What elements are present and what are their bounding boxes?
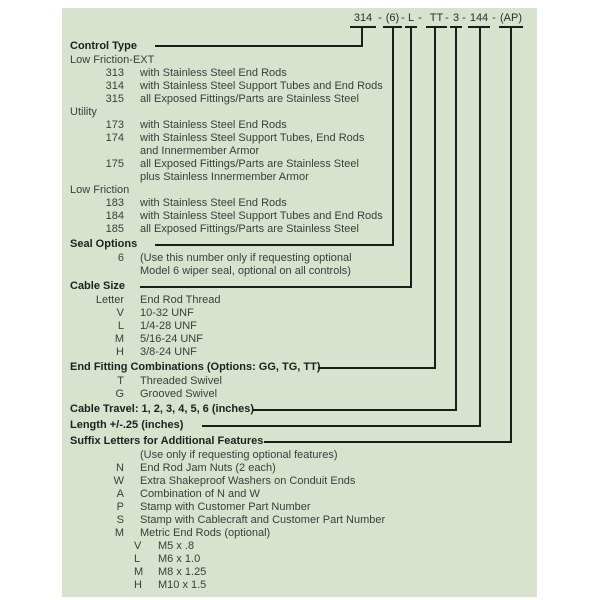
code-cell: 313 (105, 67, 124, 79)
description-cell (140, 320, 197, 333)
code-cell: 173 (105, 119, 124, 131)
description-line: (Use this number only if requesting optional (140, 252, 352, 264)
code-cell: M (134, 566, 144, 578)
connector-length-vertical (479, 28, 481, 427)
description-cell (140, 132, 364, 158)
label-text: Length +/-.25 (inches) (70, 418, 184, 431)
code-cell: 6 (117, 252, 124, 264)
part-number-separator: - (462, 12, 466, 24)
description-cell (140, 197, 287, 210)
description-line: with Stainless Steel Support Tubes and End Rods (140, 210, 383, 222)
label-text: Suffix Letters for Additional Features (70, 434, 264, 447)
group-label (70, 184, 450, 197)
spec-row (70, 158, 450, 184)
description-line: Combination of N and W (140, 488, 260, 500)
section-header-cable-travel (70, 401, 450, 417)
code-cell: 175 (105, 158, 124, 170)
description-cell (158, 579, 206, 592)
code-cell: 185 (105, 223, 124, 235)
code-cell: 184 (105, 210, 124, 222)
description-cell (140, 210, 383, 223)
spec-row (70, 223, 450, 236)
part-number-segment: TT (429, 12, 444, 24)
connector-suffix-letters-vertical (510, 28, 512, 443)
group-label (70, 54, 450, 67)
description-line: M5 x .8 (158, 540, 195, 552)
part-number-separator: - (401, 12, 405, 24)
description-line: Stamp with Customer Part Number (140, 501, 311, 513)
spec-row (70, 93, 450, 106)
code-cell: L (134, 553, 141, 565)
description-cell (140, 67, 287, 80)
description-cell (140, 501, 311, 514)
part-number-segment: L (407, 12, 415, 24)
description-line: M10 x 1.5 (158, 579, 207, 591)
spec-row (70, 320, 450, 333)
description-line: Threaded Swivel (140, 375, 222, 387)
description-line: Stamp with Cablecraft and Customer Part Number (140, 514, 386, 526)
description-line: M6 x 1.0 (158, 553, 201, 565)
description-line: and Innermember Armor (140, 145, 260, 157)
spec-row (70, 346, 450, 359)
description-line: with Stainless Steel End Rods (140, 119, 287, 131)
spec-row (70, 67, 450, 80)
section-header-seal-options (70, 236, 450, 252)
spec-row (70, 514, 450, 527)
code-cell: Letter (95, 294, 124, 306)
code-cell (70, 449, 124, 462)
description-line: with Stainless Steel Support Tubes and End Rods (140, 80, 383, 92)
spec-row (70, 488, 450, 501)
segment-underline-bar (426, 26, 447, 28)
description-line: End Rod Jam Nuts (2 each) (140, 462, 276, 474)
description-line: all Exposed Fittings/Parts are Stainless Steel (140, 158, 359, 170)
section-header-control-type (70, 38, 450, 54)
code-cell: P (116, 501, 124, 513)
section-header-length (70, 417, 450, 433)
label-text: Low Friction-EXT (70, 54, 155, 66)
code-cell: L (117, 320, 124, 332)
spec-row (70, 449, 450, 462)
spec-row (70, 475, 450, 488)
section-header-suffix-letters (70, 433, 450, 449)
description-line: 5/16-24 UNF (140, 333, 203, 345)
section-header-cable-size (70, 278, 450, 294)
code-cell: H (116, 346, 124, 358)
code-cell: M (114, 527, 124, 539)
description-cell (158, 553, 200, 566)
spec-list (70, 38, 450, 592)
description-cell (140, 80, 383, 93)
part-number-separator: - (378, 12, 382, 24)
code-cell: S (116, 514, 124, 526)
description-cell (140, 449, 338, 462)
part-number-segment: 3 (452, 12, 460, 24)
description-cell (140, 119, 287, 132)
spec-row (70, 375, 450, 388)
description-line: Extra Shakeproof Washers on Conduit Ends (140, 475, 356, 487)
code-cell: M (114, 333, 124, 345)
label-text: Cable Size (70, 279, 126, 292)
description-cell (140, 307, 194, 320)
description-line: all Exposed Fittings/Parts are Stainless Steel (140, 93, 359, 105)
group-label (70, 106, 450, 119)
spec-row (134, 553, 450, 566)
description-cell (140, 223, 359, 236)
part-number-separator: - (418, 12, 422, 24)
code-cell: H (134, 579, 142, 591)
label-text: Seal Options (70, 237, 138, 250)
spec-row (70, 80, 450, 93)
part-number-segment: (6) (385, 12, 400, 24)
label-text: Cable Travel: 1, 2, 3, 4, 5, 6 (inches) (70, 402, 255, 415)
description-cell (158, 540, 194, 553)
spec-row (70, 501, 450, 514)
description-cell (140, 333, 203, 346)
part-number-separator: - (492, 12, 496, 24)
description-cell (140, 346, 197, 359)
description-cell (140, 158, 359, 184)
description-cell (140, 388, 217, 401)
description-line: with Stainless Steel End Rods (140, 197, 287, 209)
description-cell (140, 475, 355, 488)
label-text: Low Friction (70, 184, 130, 196)
spec-row (70, 294, 450, 307)
spec-row (70, 527, 450, 540)
spec-row (134, 540, 450, 553)
connector-cable-travel-vertical (455, 28, 457, 411)
code-cell: 315 (105, 93, 124, 105)
section-header-end-fitting-combinations (70, 359, 450, 375)
spec-row (134, 566, 450, 579)
description-line: all Exposed Fittings/Parts are Stainless Steel (140, 223, 359, 235)
description-cell (140, 527, 270, 540)
code-cell: N (116, 462, 124, 474)
spec-row (70, 388, 450, 401)
code-cell: A (116, 488, 124, 500)
description-cell (140, 462, 276, 475)
description-line: with Stainless Steel Support Tubes, End Rods (140, 132, 365, 144)
part-number-segment: 314 (353, 12, 373, 24)
spec-row (70, 462, 450, 475)
description-line: 10-32 UNF (140, 307, 194, 319)
part-number-segment: 144 (469, 12, 489, 24)
description-line: 1/4-28 UNF (140, 320, 197, 332)
spec-row (134, 579, 450, 592)
label-text: End Fitting Combinations (Options: GG, TG, TT) (70, 360, 321, 373)
code-cell: W (113, 475, 124, 487)
spec-row (70, 307, 450, 320)
label-text: Control Type (70, 39, 138, 52)
description-line: End Rod Thread (140, 294, 221, 306)
description-line: 3/8-24 UNF (140, 346, 197, 358)
description-cell (140, 252, 352, 278)
description-cell (140, 514, 385, 527)
description-line: with Stainless Steel End Rods (140, 67, 287, 79)
description-cell (140, 488, 260, 501)
description-cell (140, 294, 221, 307)
description-line: M8 x 1.25 (158, 566, 207, 578)
segment-underline-bar (350, 26, 376, 28)
spec-row (70, 210, 450, 223)
spec-row (70, 333, 450, 346)
code-cell: 183 (105, 197, 124, 209)
description-cell (158, 566, 206, 579)
part-number-separator: - (445, 12, 449, 24)
part-number-segment: (AP) (500, 12, 522, 24)
code-cell: V (134, 540, 142, 552)
description-line: Model 6 wiper seal, optional on all controls) (140, 265, 351, 277)
spec-row (70, 119, 450, 132)
description-line: Grooved Swivel (140, 388, 218, 400)
code-cell: V (116, 307, 124, 319)
code-cell: 174 (105, 132, 124, 144)
description-line: Metric End Rods (optional) (140, 527, 271, 539)
label-text: Utility (70, 106, 97, 118)
description-cell (140, 375, 222, 388)
code-cell: G (115, 388, 124, 400)
spec-row (70, 132, 450, 158)
code-cell: T (117, 375, 124, 387)
description-line: plus Stainless Innermember Armor (140, 171, 309, 183)
spec-row (70, 197, 450, 210)
description-line: (Use only if requesting optional features) (140, 449, 338, 461)
description-cell (140, 93, 359, 106)
code-cell: 314 (105, 80, 124, 92)
spec-row (70, 252, 450, 278)
